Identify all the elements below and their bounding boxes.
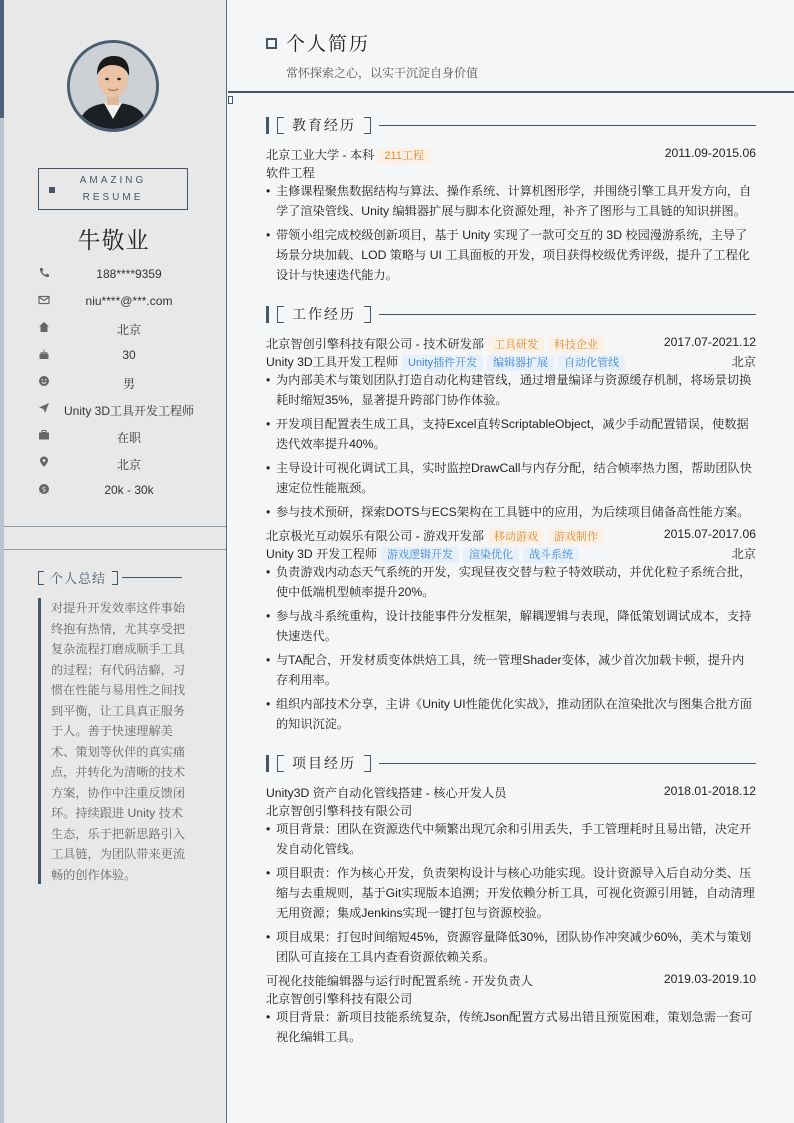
project-bullets (266, 1007, 756, 1047)
list-item: • 项目职责：作为核心开发，负责架构设计与核心功能实现。设计资源导入后自动分类、压缩与去重规则，基于Git实现版本追溯；开发依赖分析工具，可视化资源引用链，自动清理无用资源；集成Jenkins实现一键打包与资源校验。 (266, 863, 756, 923)
section-heading-education (266, 116, 756, 134)
contact-info (38, 264, 206, 507)
school-tag: 211工程 (378, 148, 430, 164)
info-text: 30 (122, 348, 136, 362)
job-bullets (266, 562, 756, 734)
info-text: 20k - 30k (104, 483, 154, 497)
project-date: 2019.03-2019.10 (663, 972, 756, 986)
project-header (266, 783, 756, 801)
avatar (67, 40, 159, 132)
list-item: • 项目背景：新项目技能系统复杂，传统Json配置方式易出错且预览困难，策划急需一套可视化编辑工具。 (266, 1007, 756, 1047)
list-item: • 主修课程聚焦数据结构与算法、操作系统、计算机图形学，并围绕引擎工具开发方向，自学了渲染管线、Unity 编辑器扩展与脚本化资源处理，补齐了图形与工具链的知识拼图。 (266, 181, 756, 221)
person-name: 牛敬业 (77, 227, 150, 253)
project-company: 北京智创引擎科技有限公司 (266, 804, 413, 818)
info-text: 男 (122, 377, 135, 391)
role-tag: 自动化管线 (558, 355, 625, 371)
project-company-row (266, 801, 756, 819)
money-icon (38, 483, 50, 495)
job-role-row (266, 544, 756, 562)
company-tag: 工具研发 (488, 337, 544, 353)
page-title: 个人简历 (286, 34, 371, 55)
send-icon (38, 402, 50, 414)
info-salary (38, 480, 206, 507)
sidebar-accent-strip (0, 0, 4, 1123)
project-name: 可视化技能编辑器与运行时配置系统 - 开发负责人 (266, 974, 533, 988)
info-text: 188****9359 (96, 267, 162, 281)
job-date: 2015.07-2017.06 (663, 527, 756, 541)
info-text: niu****@***.com (85, 294, 173, 308)
info-text: 在职 (116, 431, 141, 445)
info-position (38, 399, 206, 426)
job-header (266, 526, 756, 544)
briefcase-icon (38, 429, 50, 441)
summary-text: 对提升开发效率这件事始终抱有热情，尤其享受把复杂流程打磨成顺手工具的过程；有代码洁癖，习惯在性能与易用性之间找到平衡，让工具真正服务于人。善于快速理解美术、策划等伙伴的真实痛点，并转化为清晰的技术方案，协作中注重反馈闭环。持续跟进 Unity 技术生态，乐于把新思路引入工具链，为团队带来更流畅的创作体验。 (38, 598, 186, 884)
company-tag: 移动游戏 (488, 529, 544, 545)
location-pin-icon (38, 456, 50, 468)
section-title: 项目经历 (292, 755, 356, 771)
cake-icon (38, 348, 50, 360)
list-item: • 为内部美术与策划团队打造自动化构建管线，通过增量编译与资源缓存机制，将场景切换耗时缩短35%，显著提升跨部门协作体验。 (266, 370, 756, 410)
sidebar-divider (4, 549, 226, 550)
summary-title: 个人总结 (50, 571, 107, 586)
smiley-icon (38, 375, 50, 387)
project-date: 2018.01-2018.12 (663, 784, 756, 798)
job-header (266, 334, 756, 352)
job-role-row (266, 352, 756, 370)
title-square-icon (266, 38, 277, 49)
badge-line-2: RESUME (82, 192, 144, 203)
home-icon (38, 321, 50, 333)
list-item: • 项目背景：团队在资源迭代中频繁出现冗余和引用丢失，手工管理耗时且易出错，决定开发自动化管线。 (266, 819, 756, 859)
company-tag: 游戏制作 (548, 529, 604, 545)
list-item: • 开发项目配置表生成工具，支持Excel直转ScriptableObject，减少手动配置错误，使数据迭代效率提升40%。 (266, 414, 756, 454)
section-heading-projects (266, 754, 756, 772)
section-title: 工作经历 (292, 306, 356, 322)
school: 北京工业大学 - 本科 (266, 148, 375, 162)
role: Unity 3D工具开发工程师 (266, 355, 399, 369)
list-item: • 参与技术预研，探索DOTS与ECS架构在工具链中的应用，为后续项目储备高性能方案。 (266, 502, 756, 522)
svg-text:$: $ (41, 485, 47, 494)
summary-heading (38, 568, 182, 587)
section-heading-work (266, 305, 756, 323)
list-item: • 负责游戏内动态天气系统的开发，实现昼夜交替与粒子特效联动，并优化粒子系统合批，使中低端机型帧率提升20%。 (266, 562, 756, 602)
major: 软件工程 (266, 166, 315, 180)
sidebar-divider (4, 526, 226, 527)
info-text: 北京 (116, 458, 141, 472)
info-phone (38, 264, 206, 291)
section-title: 教育经历 (292, 117, 356, 133)
project-name: Unity3D 资产自动化管线搭建 - 核心开发人员 (266, 786, 507, 800)
header-divider-marker (228, 96, 233, 104)
company-tag: 科技企业 (548, 337, 604, 353)
role: Unity 3D 开发工程师 (266, 547, 378, 561)
project-header (266, 971, 756, 989)
info-age (38, 345, 206, 372)
job-city: 北京 (731, 547, 756, 561)
phone-icon (38, 267, 50, 279)
sidebar (0, 0, 227, 1123)
list-item: • 与TA配合，开发材质变体烘焙工具，统一管理Shader变体，减少首次加载卡顿，提升内存利用率。 (266, 650, 756, 690)
education-bullets (266, 181, 756, 285)
education-header (266, 145, 756, 163)
role-tag: 游戏逻辑开发 (381, 547, 459, 563)
list-item: • 组织内部技术分享，主讲《Unity UI性能优化实战》，推动团队在渲染批次与图集合批方面的知识沉淀。 (266, 694, 756, 734)
list-item: • 参与战斗系统重构，设计技能事件分发框架，解耦逻辑与表现，降低策划调试成本，支持快速迭代。 (266, 606, 756, 646)
email-icon (38, 294, 50, 306)
header-divider (228, 91, 794, 93)
job-date: 2017.07-2021.12 (663, 335, 756, 349)
education-date: 2011.09-2015.06 (664, 146, 756, 160)
job-bullets (266, 370, 756, 522)
list-item: • 带领小组完成校级创新项目，基于 Unity 实现了一款可交互的 3D 校园漫游系统，主导了场景分块加载、LOD 策略与 UI 工具面板的开发，项目获得校级优秀评级，提升了工程化设计与快速迭代能力。 (266, 225, 756, 285)
info-home (38, 318, 206, 345)
info-text: Unity 3D工具开发工程师 (63, 404, 194, 418)
role-tag: 编辑器扩展 (487, 355, 554, 371)
project-company-row (266, 989, 756, 1007)
badge-line-1: AMAZING (79, 175, 147, 186)
project-bullets (266, 819, 756, 967)
main-content (228, 0, 794, 1123)
role-tag: 渲染优化 (463, 547, 519, 563)
role-tag: 战斗系统 (523, 547, 579, 563)
info-text: 北京 (116, 323, 141, 337)
info-status (38, 426, 206, 453)
info-gender (38, 372, 206, 399)
major-row (266, 163, 756, 181)
company: 北京智创引擎科技有限公司 - 技术研发部 (266, 337, 485, 351)
info-email (38, 291, 206, 318)
info-location (38, 453, 206, 480)
job-city: 北京 (731, 355, 756, 369)
list-item: • 主导设计可视化调试工具，实时监控DrawCall与内存分配，结合帧率热力图，帮助团队快速定位性能瓶颈。 (266, 458, 756, 498)
role-tag: Unity插件开发 (402, 355, 483, 371)
list-item: • 项目成果：打包时间缩短45%，资源容量降低30%，团队协作冲突减少60%，美术与策划团队可直接在工具内查看资源依赖关系。 (266, 927, 756, 967)
project-company: 北京智创引擎科技有限公司 (266, 992, 413, 1006)
company: 北京极光互动娱乐有限公司 - 游戏开发部 (266, 529, 485, 543)
page-subtitle: 常怀探索之心，以实干沉淀自身价值 (286, 66, 479, 80)
resume-badge (38, 168, 188, 210)
